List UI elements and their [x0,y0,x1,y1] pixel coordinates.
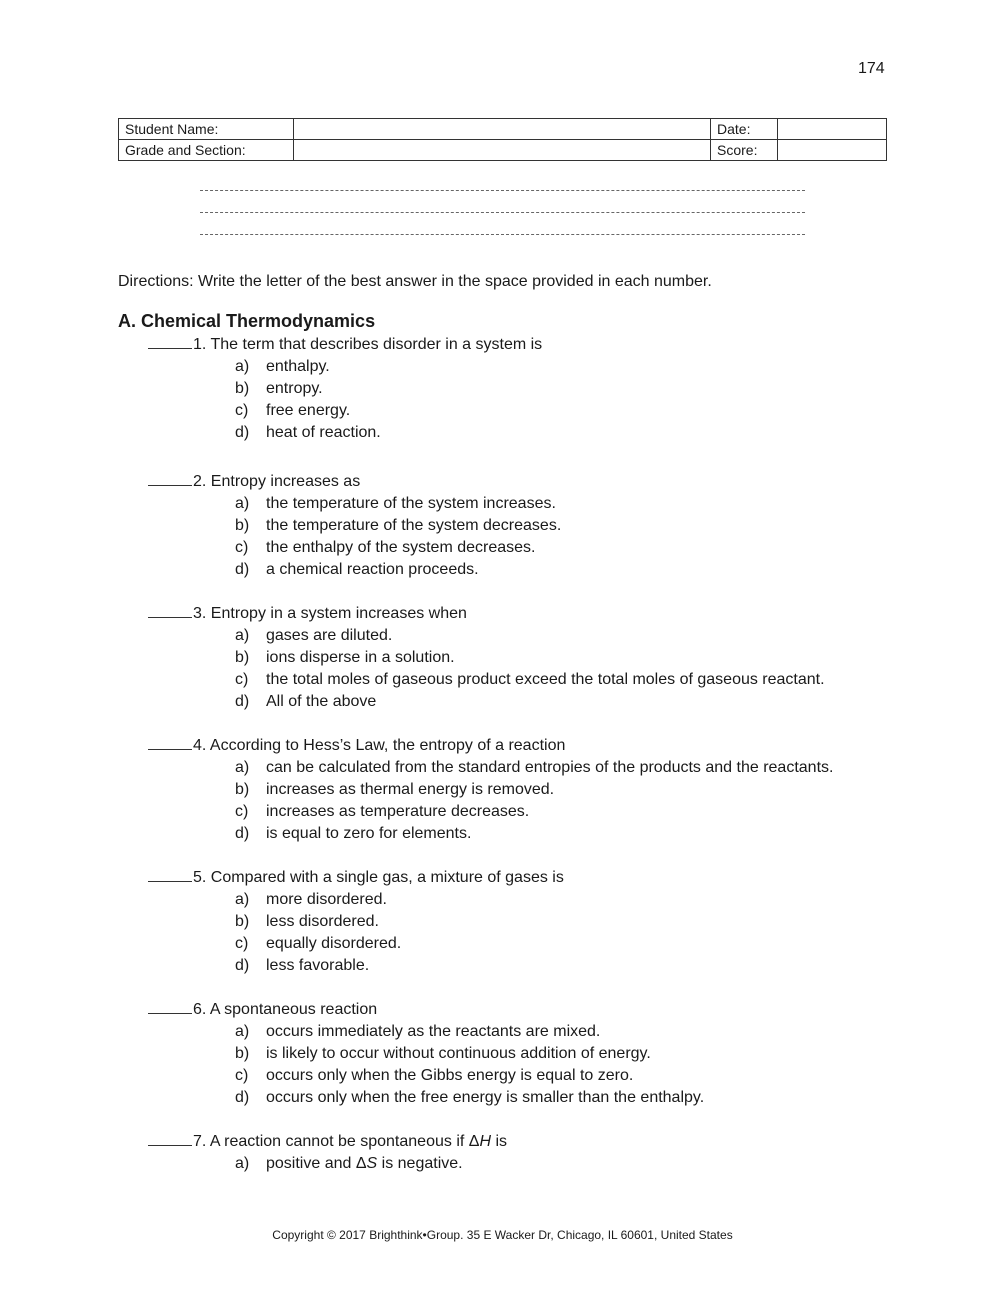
option [148,1021,908,1043]
option-letter: d) [235,1089,250,1106]
option-text: enthalpy. [266,358,330,375]
option-text: free energy. [266,402,351,419]
option-text: equally disordered. [266,935,402,952]
option-text: can be calculated from the standard entropies of the products and the reactants. [266,759,834,776]
grade-section-label: Grade and Section: [119,140,294,161]
option [148,823,908,845]
option-text: positive and ΔS is negative. [266,1155,463,1172]
option-text: increases as temperature decreases. [266,803,530,820]
question-number: 5. [193,869,207,886]
answer-blank[interactable] [148,334,192,349]
option-letter: c) [235,1067,249,1084]
option [148,1087,908,1109]
blank-line [200,234,805,235]
option [148,356,908,378]
answer-blank[interactable] [148,999,192,1014]
option [148,537,908,559]
option-text: less disordered. [266,913,379,930]
option [148,889,908,911]
option [148,493,908,515]
copyright-footer: Copyright © 2017 Brighthink•Group. 35 E Wacker Dr, Chicago, IL 60601, United States [272,1228,733,1242]
option-text: occurs only when the Gibbs energy is equal to zero. [266,1067,634,1084]
option-letter: c) [235,539,249,556]
option-letter: a) [235,891,250,908]
option [148,691,908,713]
question-number: 6. [193,1001,207,1018]
option-text: All of the above [266,693,377,710]
option-letter: b) [235,781,250,798]
section-title: A. Chemical Thermodynamics [118,311,376,331]
option [148,1043,908,1065]
blank-line [200,212,805,213]
option-letter: c) [235,803,249,820]
option-letter: d) [235,693,250,710]
option [148,1065,908,1087]
question-number: 1. [193,336,207,353]
option [148,647,908,669]
student-info-row [119,140,887,161]
student-name-label: Student Name: [119,119,294,140]
question-text: Entropy in a system increases when [210,605,467,622]
option [148,422,908,444]
question-7 [148,1131,908,1175]
question-text: A spontaneous reaction [209,1001,378,1018]
question-number: 7. [193,1133,207,1150]
question-text-end: is [491,1133,508,1150]
question-number: 2. [193,473,207,490]
option-letter: d) [235,424,250,441]
question-list [148,334,908,1197]
question-6 [148,999,908,1109]
date-label: Date: [711,119,778,140]
option [148,933,908,955]
score-label: Score: [711,140,778,161]
option-text: heat of reaction. [266,424,381,441]
option-letter: c) [235,935,249,952]
option-letter: b) [235,1045,250,1062]
option [148,1153,908,1175]
option-text: entropy. [266,380,323,397]
option [148,515,908,537]
option-text: the enthalpy of the system decreases. [266,539,536,556]
option-text: increases as thermal energy is removed. [266,781,555,798]
option-text: the total moles of gaseous product exceed the total moles of gaseous reactant. [266,671,825,688]
date-field[interactable] [778,119,887,140]
option [148,559,908,581]
option-text: occurs only when the free energy is smaller than the enthalpy. [266,1089,705,1106]
question-stem [148,867,908,889]
question-number: 3. [193,605,207,622]
option-letter: a) [235,1023,250,1040]
option [148,955,908,977]
answer-blank[interactable] [148,603,192,618]
option-text: the temperature of the system decreases. [266,517,562,534]
option-letter: a) [235,627,250,644]
option-letter: c) [235,402,249,419]
option-letter: c) [235,671,249,688]
option-text: ions disperse in a solution. [266,649,455,666]
option [148,757,908,779]
option-text: is likely to occur without continuous addition of energy. [266,1045,651,1062]
question-4 [148,735,908,845]
blank-lines [200,190,805,256]
option-text: is equal to zero for elements. [266,825,472,842]
option-text: occurs immediately as the reactants are mixed. [266,1023,601,1040]
option-letter: a) [235,1155,250,1172]
option [148,801,908,823]
option-letter: a) [235,495,250,512]
option-letter: d) [235,957,250,974]
question-stem [148,999,908,1021]
answer-blank[interactable] [148,471,192,486]
student-info-table [118,118,887,161]
option [148,779,908,801]
option-letter: a) [235,759,250,776]
option-text: gases are diluted. [266,627,393,644]
question-text: Compared with a single gas, a mixture of gases is [210,869,564,886]
option [148,911,908,933]
option [148,400,908,422]
answer-blank[interactable] [148,735,192,750]
option [148,378,908,400]
option-letter: b) [235,517,250,534]
question-stem [148,603,908,625]
answer-blank[interactable] [148,1131,192,1146]
option-letter: b) [235,649,250,666]
option-text: a chemical reaction proceeds. [266,561,479,578]
score-field[interactable] [778,140,887,161]
directions: Directions: Write the letter of the best answer in the space provided in each number. [118,273,712,290]
option-text: more disordered. [266,891,387,908]
option [148,669,908,691]
student-info-row [119,119,887,140]
question-3 [148,603,908,713]
question-stem [148,471,908,493]
option-letter: b) [235,380,250,397]
question-text: According to Hess’s Law, the entropy of a reaction [209,737,566,754]
question-5 [148,867,908,977]
question-stem [148,735,908,757]
page-number: 174 [858,60,885,77]
question-stem [148,1131,908,1153]
question-text: A reaction cannot be spontaneous if [209,1133,469,1150]
option-letter: d) [235,561,250,578]
blank-line [200,190,805,191]
option-letter: b) [235,913,250,930]
question-number: 4. [193,737,207,754]
question-stem [148,334,908,356]
answer-blank[interactable] [148,867,192,882]
option-text: less favorable. [266,957,370,974]
delta-symbol: Δ [468,1133,480,1150]
question-text: The term that describes disorder in a system is [210,336,543,353]
question-1 [148,334,908,444]
question-text: Entropy increases as [210,473,361,490]
option-letter: d) [235,825,250,842]
grade-section-field[interactable] [294,140,711,161]
option-letter: a) [235,358,250,375]
question-2 [148,471,908,581]
variable-h: H [479,1133,492,1150]
option [148,625,908,647]
student-name-field[interactable] [294,119,711,140]
option-text: the temperature of the system increases. [266,495,556,512]
